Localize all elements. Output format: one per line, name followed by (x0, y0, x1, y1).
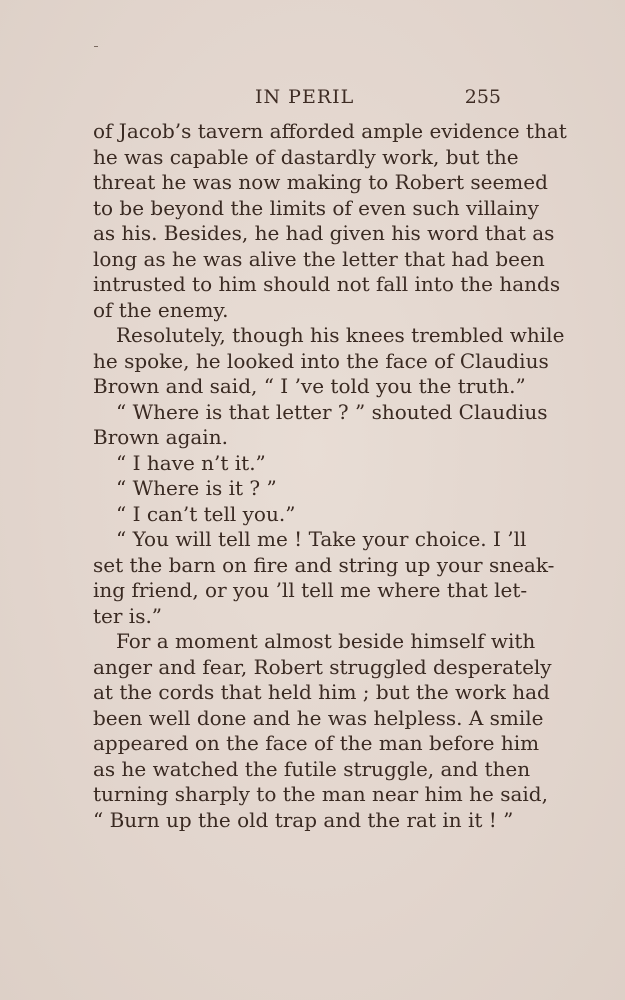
text-line: anger and fear, Robert struggled desperately (93, 654, 552, 679)
text-line: “ I have n’t it.” (116, 450, 266, 475)
page-header (93, 86, 503, 116)
page-number: 255 (464, 86, 501, 108)
text-line: “ Burn up the old trap and the rat in it ! ” (93, 807, 514, 832)
text-line: long as he was alive the letter that had been (93, 246, 545, 271)
text-line: as his. Besides, he had given his word that as (93, 221, 555, 245)
text-line: turning sharply to the man near him he said, (93, 782, 548, 806)
text-line: ter is.” (93, 603, 163, 628)
text-line: he was capable of dastardly work, but the (93, 144, 519, 169)
text-line: he spoke, he looked into the face of Claudius (93, 348, 549, 373)
text-line: been well done and he was helpless. A smile (93, 705, 544, 730)
text-line: “ You will tell me ! Take your choice. I ’ll (116, 527, 527, 551)
text-line: appeared on the face of the man before him (93, 731, 540, 755)
text-line: Resolutely, though his knees trembled while (116, 323, 565, 347)
text-line: ing friend, or you ’ll tell me where that let- (93, 578, 528, 602)
text-line: “ I can’t tell you.” (116, 501, 296, 526)
text-line: “ Where is it ? ” (116, 476, 277, 500)
text-line: at the cords that held him ; but the work had (93, 680, 550, 704)
text-line: For a moment almost beside himself with (116, 629, 536, 653)
text-line: intrusted to him should not fall into the hands (93, 272, 561, 296)
printer-mark (94, 46, 98, 47)
body-text (93, 119, 567, 833)
text-line: of Jacob’s tavern afforded ample evidence that (93, 119, 567, 143)
text-line: as he watched the futile struggle, and then (93, 756, 531, 781)
running-title: IN PERIL (255, 86, 355, 108)
text-line: set the barn on fire and string up your sneak- (93, 552, 555, 577)
text-line: of the enemy. (93, 297, 229, 322)
text-line: to be beyond the limits of even such villainy (93, 195, 539, 220)
text-line: threat he was now making to Robert seemed (93, 170, 548, 194)
text-line: Brown and said, “ I ’ve told you the truth.” (93, 374, 526, 398)
text-line: Brown again. (93, 425, 228, 449)
text-line: “ Where is that letter ? ” shouted Claudius (116, 399, 548, 424)
